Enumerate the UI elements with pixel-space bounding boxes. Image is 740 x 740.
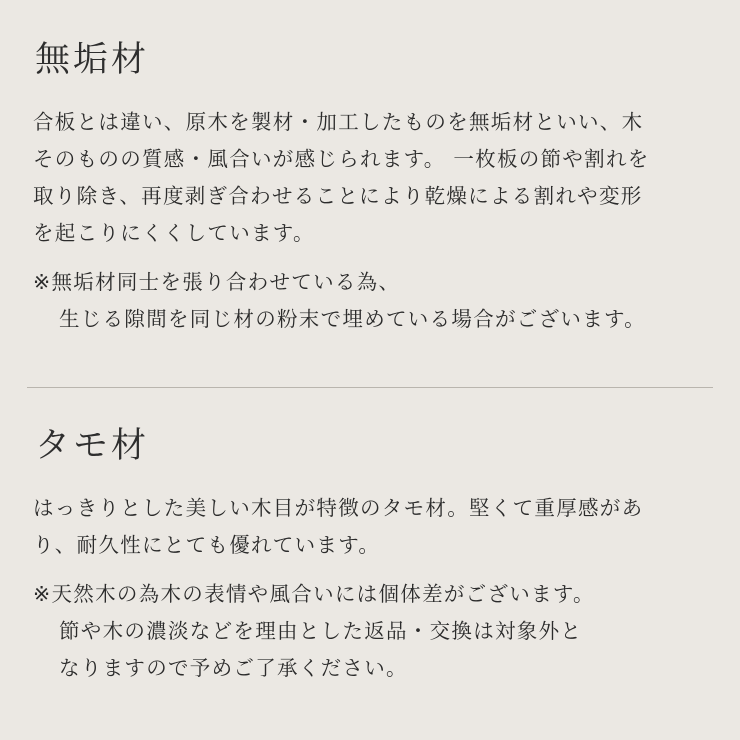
section-tamo-wood [33,424,713,687]
section-title: タモ材 [35,426,150,466]
body-line: り、耐久性にとても優れています。 [33,533,381,557]
section-note [33,264,713,338]
section-solid-wood [33,38,713,338]
section-body [33,104,713,252]
body-line: そのものの質感・風合いが感じられます。 一枚板の節や割れを [33,147,650,171]
section-body [33,490,713,564]
section-note [33,576,713,687]
note-line: なりますので予めご了承ください。 [59,656,408,680]
section-divider [27,387,713,388]
note-line: ※無垢材同士を張り合わせている為、 [33,270,401,294]
section-title: 無垢材 [35,40,150,80]
body-line: 取り除き、再度剥ぎ合わせることにより乾燥による割れや変形 [33,184,643,208]
note-line: ※天然木の為木の表情や風合いには個体差がございます。 [33,582,595,606]
body-line: を起こりにくくしています。 [33,221,315,245]
body-line: 合板とは違い、原木を製材・加工したものを無垢材といい、木 [33,110,644,134]
note-line: 生じる隙間を同じ材の粉末で埋めている場合がございます。 [59,307,646,331]
note-line: 節や木の濃淡などを理由とした返品・交換は対象外と [59,619,583,643]
body-line: はっきりとした美しい木目が特徴のタモ材。堅くて重厚感があ [33,496,644,520]
